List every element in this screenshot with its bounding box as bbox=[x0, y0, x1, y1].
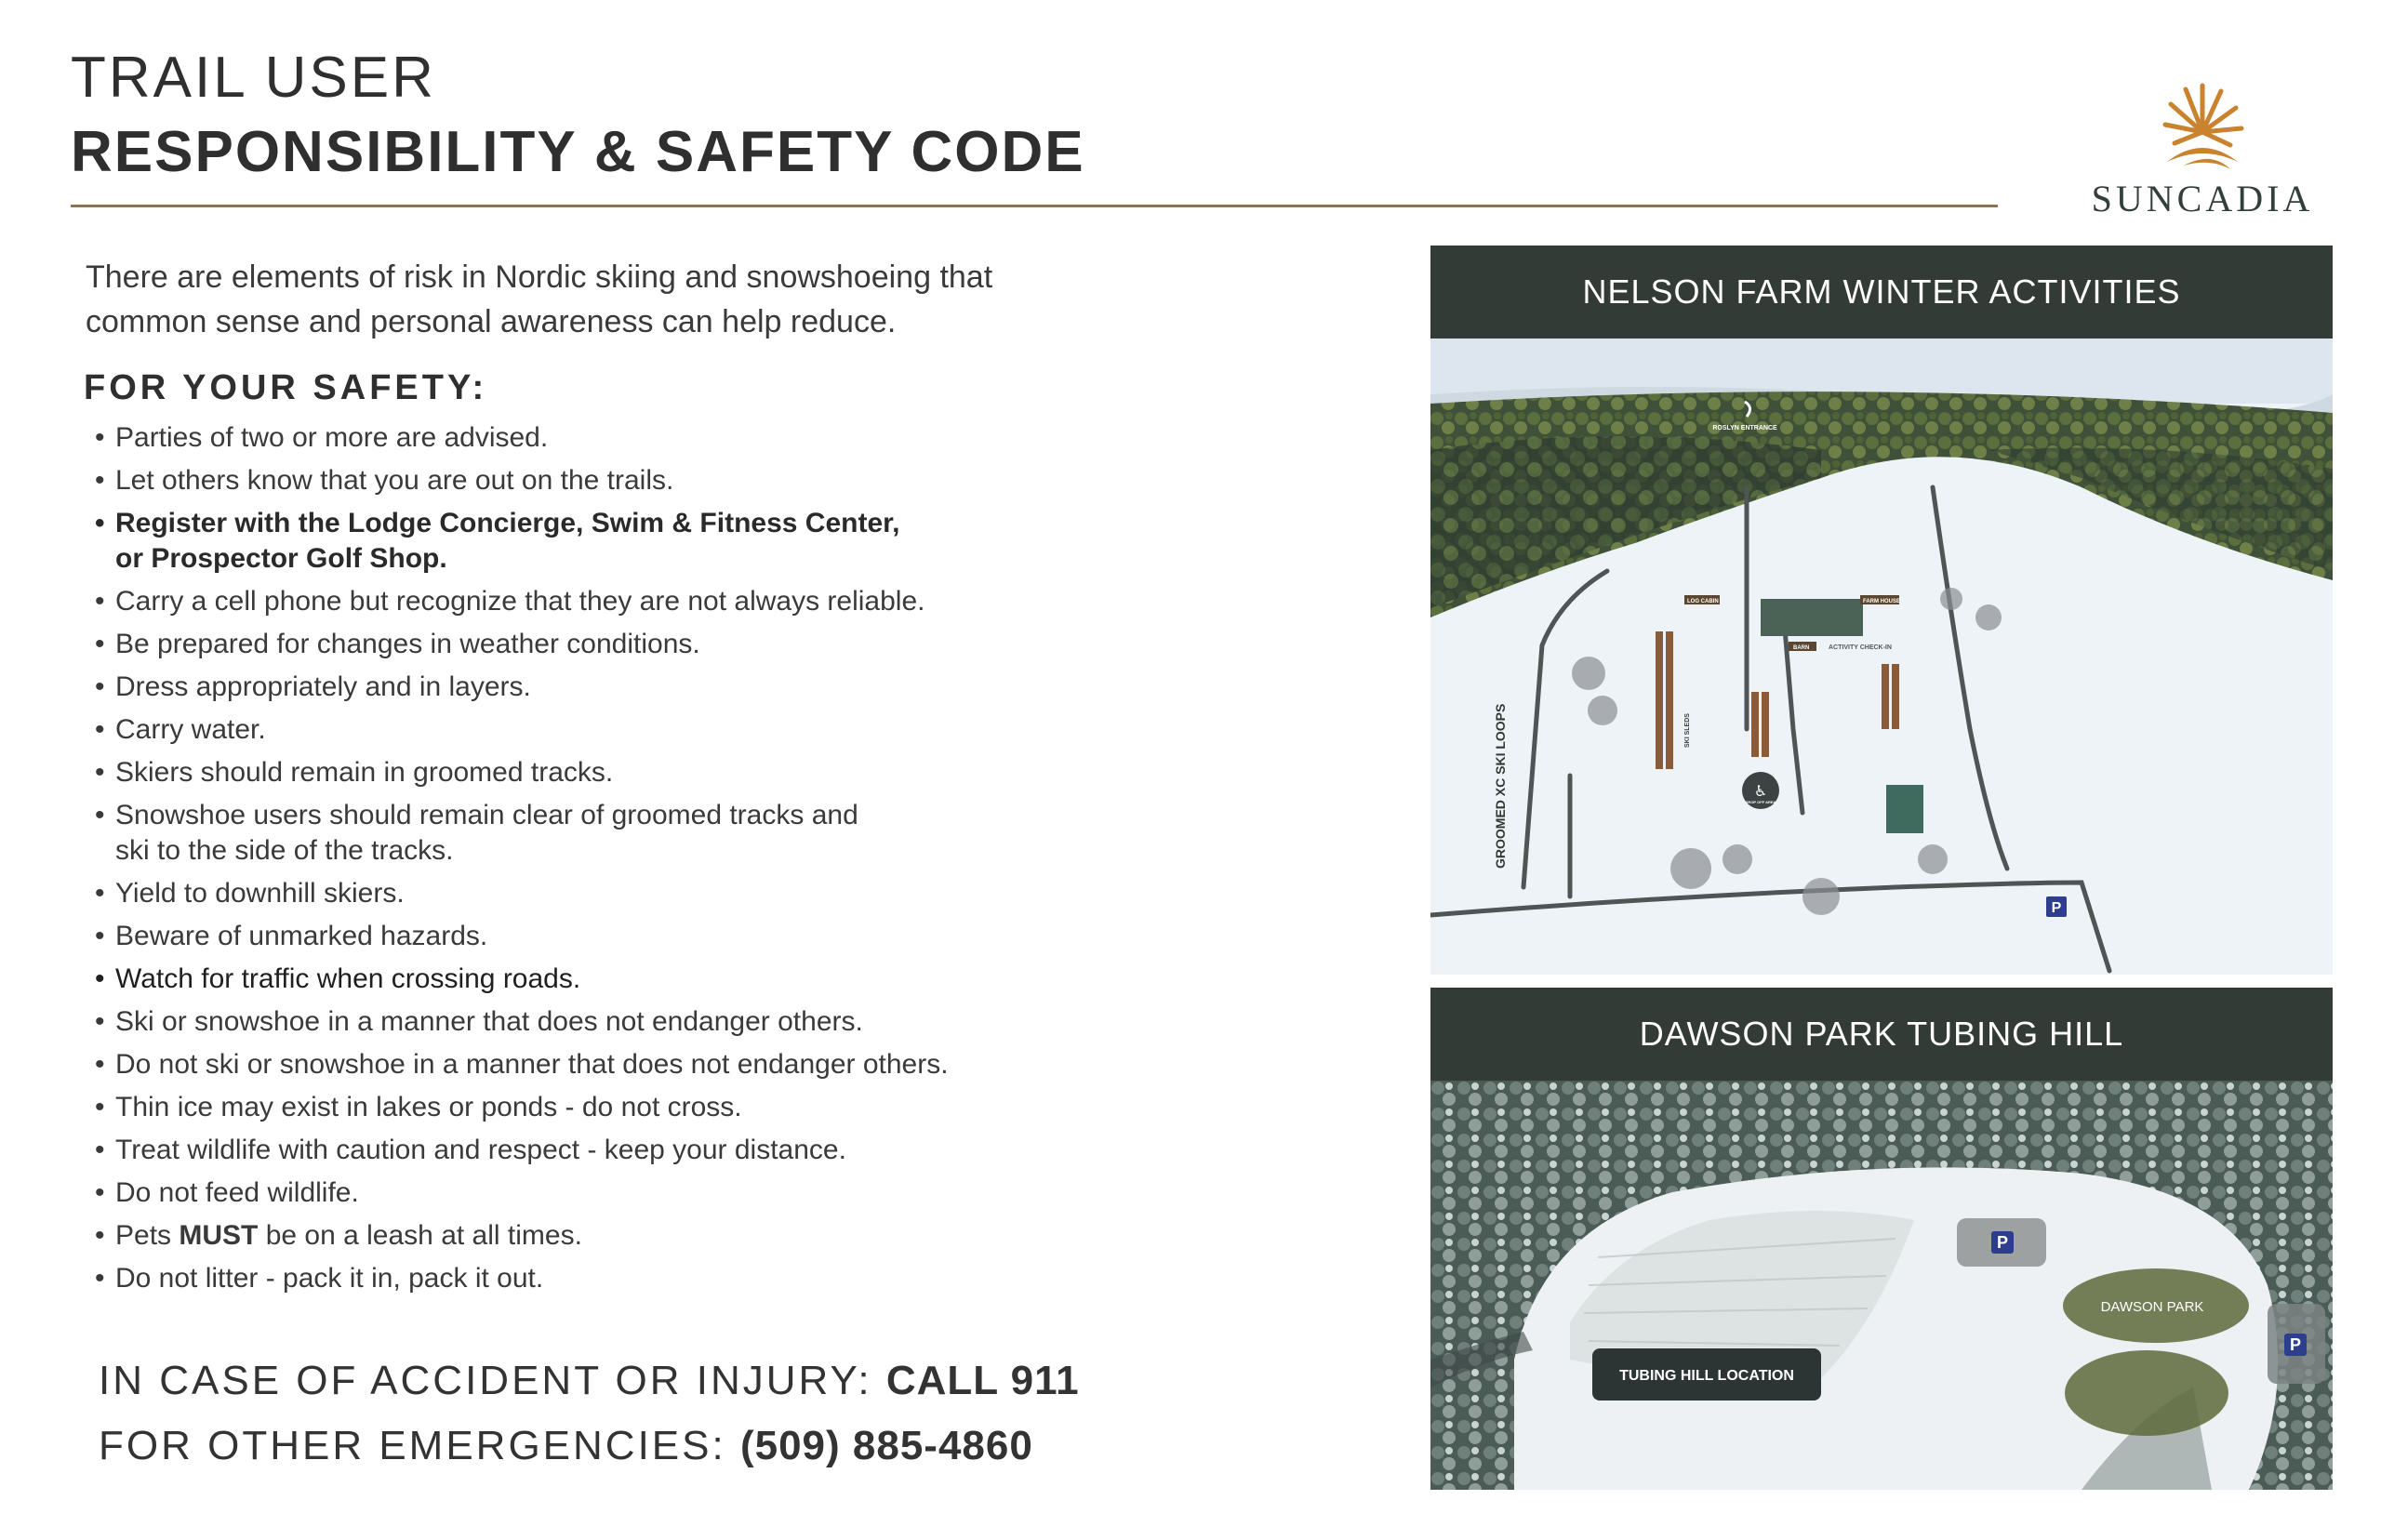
call-911: CALL 911 bbox=[885, 1358, 1080, 1403]
accident-label: IN CASE OF ACCIDENT OR INJURY: bbox=[99, 1358, 872, 1403]
barn-label: BARN bbox=[1793, 645, 1810, 651]
list-item: • Beware of unmarked hazards. bbox=[95, 919, 1211, 954]
list-item: • Let others know that you are out on the trails. bbox=[95, 463, 1211, 498]
safety-rules-list bbox=[95, 420, 1211, 1304]
activity-check-in-label: ACTIVITY CHECK-IN bbox=[1829, 644, 1892, 651]
svg-text:P: P bbox=[2289, 1335, 2302, 1354]
list-item: • Parties of two or more are advised. bbox=[95, 420, 1211, 456]
list-item: • Thin ice may exist in lakes or ponds - do not cross. bbox=[95, 1090, 1211, 1125]
accident-line bbox=[99, 1358, 1080, 1404]
list-item: • Watch for traffic when crossing roads. bbox=[95, 962, 1211, 997]
list-item: • Do not ski or snowshoe in a manner that does not endanger others. bbox=[95, 1047, 1211, 1082]
dawson-park-label: DAWSON PARK bbox=[2100, 1299, 2204, 1315]
safety-heading: FOR YOUR SAFETY: bbox=[84, 368, 488, 407]
ski-loops-label: GROOMED XC SKI LOOPS bbox=[1493, 703, 1508, 869]
svg-text:♿: ♿ bbox=[1753, 782, 1768, 800]
list-item: • Treat wildlife with caution and respect - keep your distance. bbox=[95, 1133, 1211, 1168]
dawson-park-heading: DAWSON PARK TUBING HILL bbox=[1430, 988, 2333, 1081]
list-item: • Be prepared for changes in weather conditions. bbox=[95, 627, 1211, 662]
list-item: • Register with the Lodge Concierge, Swim & Fitness Center, or Prospector Golf Shop. bbox=[95, 506, 1211, 577]
title-line-1: TRAIL USER bbox=[71, 46, 436, 110]
emergency-phone: (509) 885-4860 bbox=[739, 1423, 1033, 1468]
intro-text: There are elements of risk in Nordic skiing and snowshoeing that common sense and personal awareness can help reduce. bbox=[86, 259, 993, 339]
emergency-label: FOR OTHER EMERGENCIES: bbox=[99, 1423, 726, 1468]
svg-text:P: P bbox=[1996, 1233, 2009, 1252]
emergency-line bbox=[99, 1423, 1033, 1469]
list-item: • Ski or snowshoe in a manner that does not endanger others. bbox=[95, 1004, 1211, 1040]
list-item: • Do not litter - pack it in, pack it out. bbox=[95, 1261, 1211, 1296]
title-line-2: RESPONSIBILITY & SAFETY CODE bbox=[71, 120, 1085, 184]
list-item: • Pets MUST be on a leash at all times. bbox=[95, 1218, 1211, 1254]
farm-house-label: FARM HOUSE bbox=[1863, 599, 1901, 604]
list-item: • Carry water. bbox=[95, 712, 1211, 748]
list-item: • Carry a cell phone but recognize that they are not always reliable. bbox=[95, 584, 1211, 619]
dawson-park-map bbox=[1430, 1081, 2333, 1490]
tubing-hill-label: TUBING HILL LOCATION bbox=[1619, 1368, 1794, 1384]
drop-off-label: DROP OFF AREA bbox=[1745, 800, 1776, 804]
list-item: • Skiers should remain in groomed tracks. bbox=[95, 755, 1211, 790]
list-item: • Yield to downhill skiers. bbox=[95, 876, 1211, 911]
list-item: • Dress appropriately and in layers. bbox=[95, 670, 1211, 705]
list-item: • Snowshoe users should remain clear of groomed tracks and ski to the side of the tracks. bbox=[95, 798, 1211, 869]
entrance-label: ROSLYN ENTRANCE bbox=[1712, 425, 1777, 431]
title-divider bbox=[71, 205, 1998, 207]
log-cabin-label: LOG CABIN bbox=[1687, 599, 1719, 604]
suncadia-logo-text: SUNCADIA bbox=[2091, 178, 2314, 219]
ski-sleds-label: SKI SLEDS bbox=[1684, 713, 1691, 748]
svg-text:P: P bbox=[2051, 900, 2062, 916]
nelson-farm-map bbox=[1430, 339, 2333, 975]
list-item: • Do not feed wildlife. bbox=[95, 1175, 1211, 1211]
nelson-farm-heading: NELSON FARM WINTER ACTIVITIES bbox=[1430, 246, 2333, 339]
